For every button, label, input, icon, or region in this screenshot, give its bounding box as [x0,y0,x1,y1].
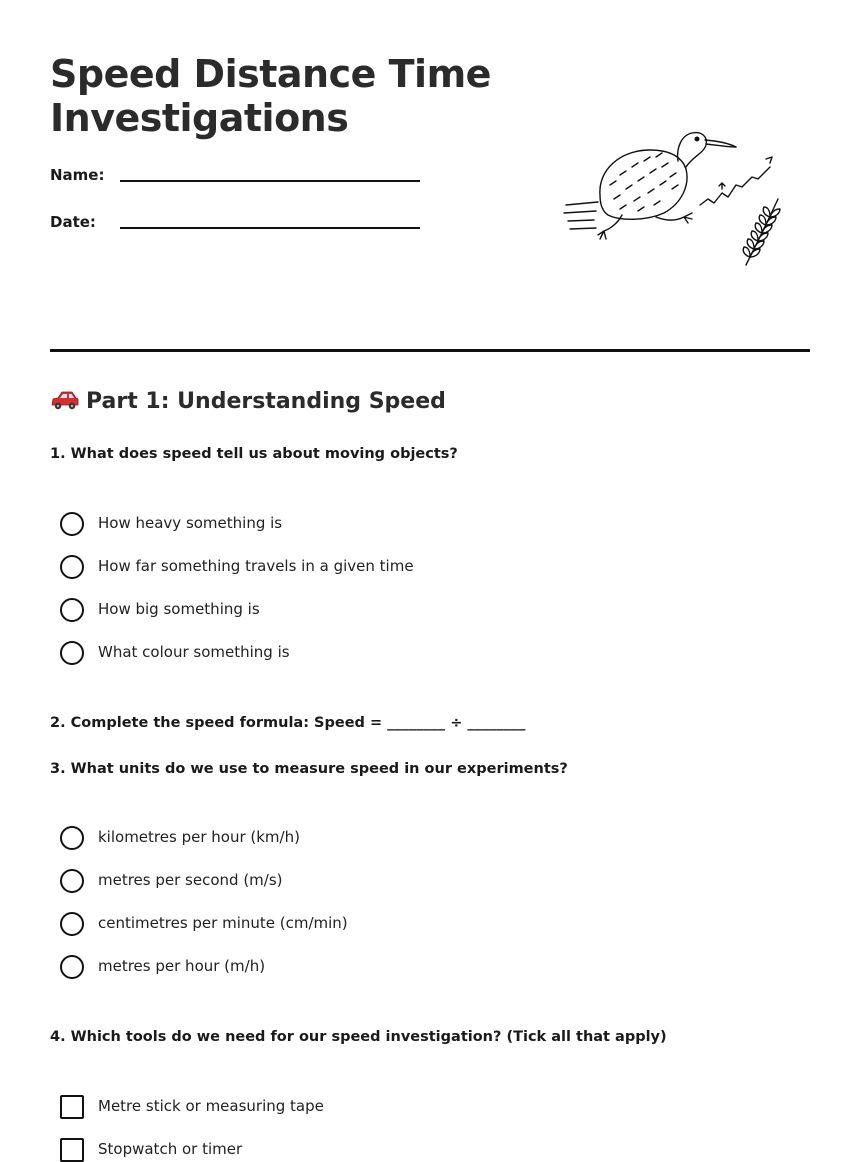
option-label: What colour something is [98,643,290,661]
red-car-icon [50,389,80,411]
question-2: 2. Complete the speed formula: Speed = ________ ÷ ________ [50,715,526,731]
radio-button[interactable] [60,826,84,850]
radio-button[interactable] [60,598,84,622]
option-label: Stopwatch or timer [98,1140,243,1158]
option-label: How far something travels in a given time [98,557,414,575]
date-label: Date: [50,213,96,231]
date-input-line[interactable] [120,227,420,229]
radio-button[interactable] [60,555,84,579]
option-label: metres per second (m/s) [98,871,283,889]
checkbox[interactable] [60,1095,84,1119]
question-4: 4. Which tools do we need for our speed investigation? (Tick all that apply) [50,1029,667,1045]
name-input-line[interactable] [120,180,420,182]
section-divider [50,349,810,352]
radio-button[interactable] [60,955,84,979]
option-label: Metre stick or measuring tape [98,1097,324,1115]
question-3: 3. What units do we use to measure speed in our experiments? [50,761,568,777]
radio-button[interactable] [60,869,84,893]
option-label: metres per hour (m/h) [98,957,266,975]
option-label: How big something is [98,600,260,618]
radio-button[interactable] [60,912,84,936]
radio-button[interactable] [60,641,84,665]
radio-button[interactable] [60,512,84,536]
page-title-line-2: Investigations [50,96,349,140]
checkbox[interactable] [60,1138,84,1162]
question-1: 1. What does speed tell us about moving objects? [50,446,458,462]
section-heading-part-1 [50,389,446,414]
option-label: kilometres per hour (km/h) [98,828,300,846]
page-title-line-1: Speed Distance Time [50,52,491,96]
option-label: centimetres per minute (cm/min) [98,914,348,932]
page-title [50,52,530,140]
running-kiwi-with-graph-and-fern-icon [560,125,790,270]
option-label: How heavy something is [98,514,283,532]
name-label: Name: [50,166,105,184]
section-title: Part 1: Understanding Speed [86,389,446,414]
